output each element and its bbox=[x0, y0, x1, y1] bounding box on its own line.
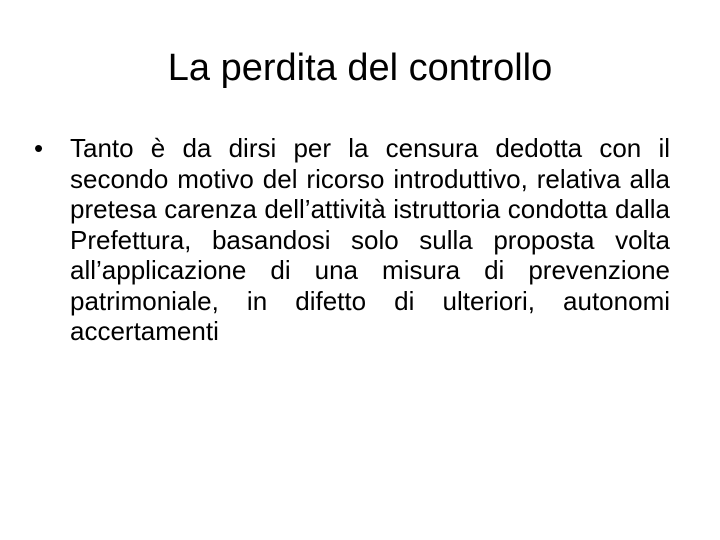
bullet-item bbox=[34, 133, 670, 347]
bullet-list bbox=[34, 133, 670, 347]
bullet-text: Tanto è da dirsi per la censura dedotta con il secondo motivo del ricorso introduttivo, relativa alla pretesa carenza dell’attività istruttoria condotta dalla Prefettura, basandosi solo sulla proposta volta all’applicazione di una misura di prevenzione patrimoniale, in difetto di ulteriori, autonomi accertamenti bbox=[70, 133, 670, 346]
bullet-icon: • bbox=[34, 133, 44, 163]
slide-title: La perdita del controllo bbox=[167, 47, 553, 89]
